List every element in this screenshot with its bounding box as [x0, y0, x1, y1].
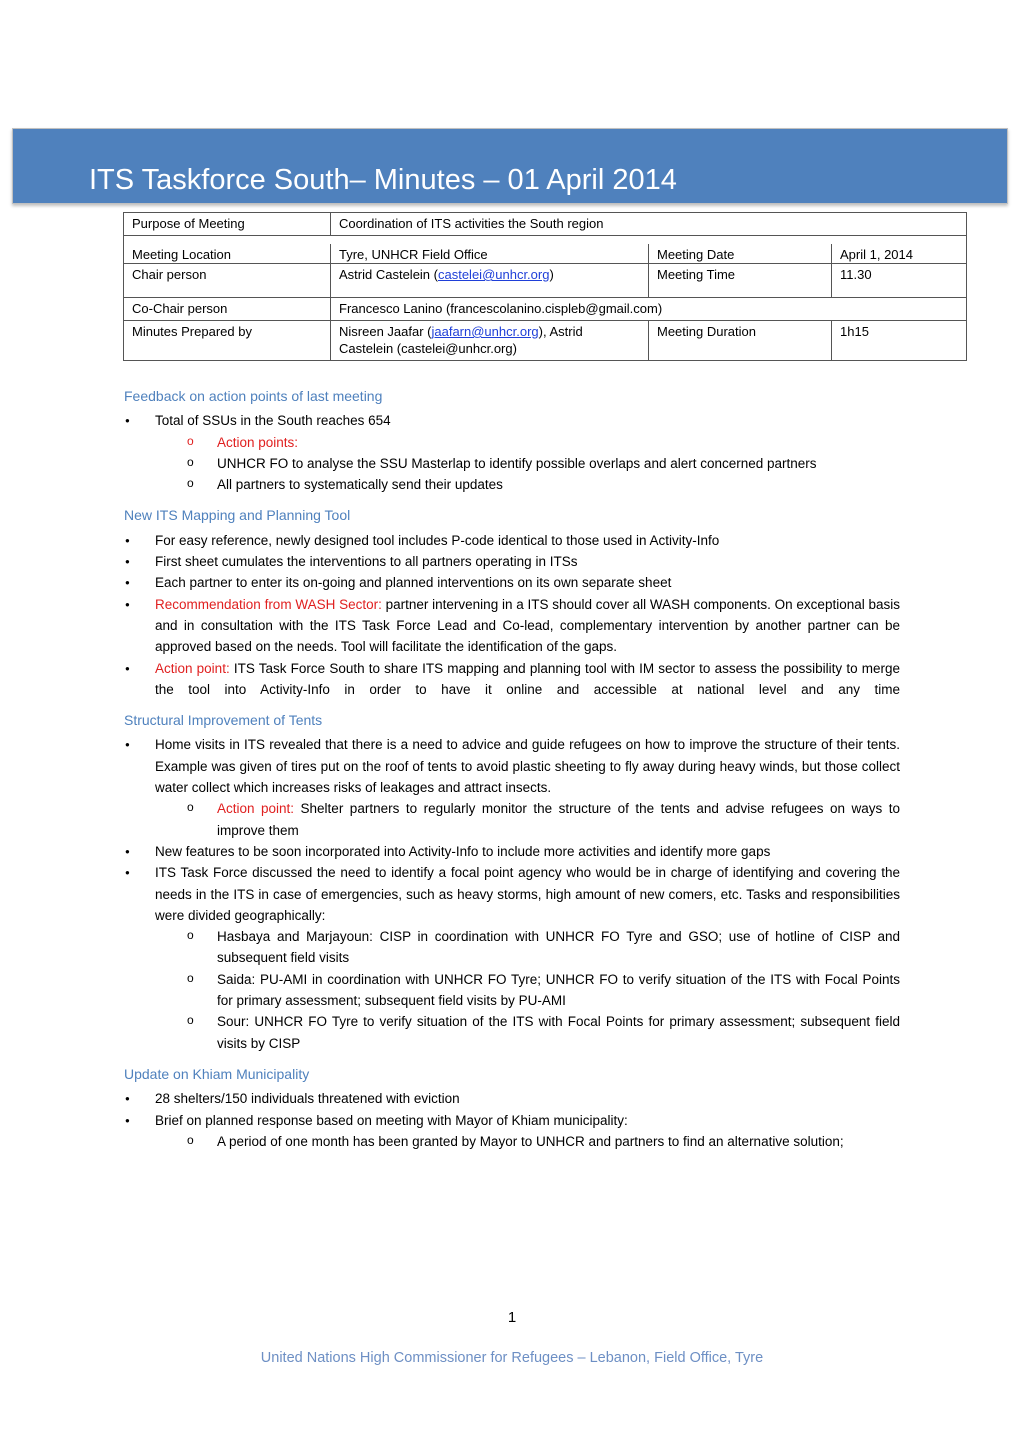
prepared-name: Nisreen Jaafar (: [339, 324, 432, 339]
bullet-item: ● Brief on planned response based on meeting with Mayor of Khiam municipality:: [124, 1110, 900, 1131]
bullet-item: ● For easy reference, newly designed tool includes P-code identical to those used in Activity-Info: [124, 530, 900, 551]
action-point-label: Action point:: [155, 660, 230, 676]
section-heading: Update on Khiam Municipality: [124, 1065, 310, 1082]
bullet-item: ● First sheet cumulates the interventions to all partners operating in ITSs: [124, 551, 900, 572]
date-value: April 1, 2014: [832, 244, 967, 264]
sub-bullet-item: o Action points:: [124, 432, 900, 453]
time-value: 11.30: [832, 264, 967, 298]
meeting-info-table: [123, 212, 967, 361]
purpose-value: Coordination of ITS activities the South region: [331, 213, 967, 236]
bullet-item: ● Home visits in ITS revealed that there is a need to advice and guide refugees on how to improve the structure of their tents. Example was given of tires put on the roof of tents to avoid plastic sheeting to fly away during heavy winds, but those collect water collect which increases risks of leakages and attract insects.: [124, 734, 900, 798]
sub-bullet-item: [124, 798, 900, 841]
bullet-text: partner intervening in a ITS should cover all WASH components. On exceptional basis and in consultation with the ITS Task Force Lead and Co-lead, complementary intervention by another partner can be approved based on the needs. Tool will facilitate the identification of the gaps.: [155, 596, 900, 655]
table-row: [124, 321, 967, 361]
sub-bullet-item: o All partners to systematically send their updates: [124, 474, 900, 495]
chair-name: Astrid Castelein (: [339, 267, 438, 282]
sub-bullet-item: o Sour: UNHCR FO Tyre to verify situation of the ITS with Focal Points for primary assessment; subsequent field visits by CISP: [124, 1011, 900, 1054]
bullet-text: Shelter partners to regularly monitor the structure of the tents and advise refugees on ways to improve them: [217, 801, 900, 838]
duration-label: Meeting Duration: [649, 321, 832, 361]
section-heading: Structural Improvement of Tents: [124, 712, 323, 729]
table-row: [124, 244, 967, 264]
section-heading: Feedback on action points of last meeting: [124, 388, 383, 404]
prepared-value: [331, 321, 649, 361]
chair-value: [331, 264, 649, 298]
minutes-body: [124, 386, 900, 1152]
chair-paren: ): [549, 267, 554, 282]
bullet-item: ● 28 shelters/150 individuals threatened with eviction: [124, 1088, 900, 1109]
sub-bullet-item: o Saida: PU-AMI in coordination with UNHCR FO Tyre; UNHCR FO to verify situation of the ITS with Focal Points for primary assessment; subsequent field visits by PU-AMI: [124, 969, 900, 1012]
location-label: Meeting Location: [124, 244, 331, 264]
bullet-item: ● Each partner to enter its on-going and planned interventions on its own separate sheet: [124, 572, 900, 593]
cochair-value: Francesco Lanino (francescolanino.cispleb@gmail.com): [331, 298, 967, 321]
sub-bullet-item: o A period of one month has been granted by Mayor to UNHCR and partners to find an alternative solution;: [124, 1131, 900, 1152]
bullet-item: ● Total of SSUs in the South reaches 654: [124, 410, 900, 431]
prepared-label: Minutes Prepared by: [124, 321, 331, 361]
date-label: Meeting Date: [649, 244, 832, 264]
page-footer: United Nations High Commissioner for Refugees – Lebanon, Field Office, Tyre: [260, 1350, 764, 1366]
purpose-label: Purpose of Meeting: [124, 213, 331, 236]
table-row: [124, 298, 967, 321]
recommendation-label: Recommendation from WASH Sector:: [155, 596, 382, 612]
table-row: [124, 264, 967, 298]
title-banner: [12, 128, 1008, 204]
bullet-item: [124, 594, 900, 658]
time-label: Meeting Time: [649, 264, 832, 298]
action-point-label: Action point:: [217, 801, 295, 817]
prepared-rest: ), Astrid Castelein (castelei@unhcr.org): [339, 324, 583, 356]
chair-email-link[interactable]: castelei@unhcr.org: [437, 267, 550, 282]
duration-value: 1h15: [832, 321, 967, 361]
cochair-label: Co-Chair person: [124, 298, 331, 321]
prepared-email-link[interactable]: jaafarn@unhcr.org: [431, 324, 539, 339]
sub-bullet-item: o Hasbaya and Marjayoun: CISP in coordination with UNHCR FO Tyre and GSO; use of hotline of CISP and subsequent field visits: [124, 926, 900, 969]
bullet-item: ● ITS Task Force discussed the need to identify a focal point agency who would be in charge of identifying and covering the needs in the ITS in case of emergencies, such as heavy storms, high amount of new comers, etc. Tasks and responsibilities were divided geographically:: [124, 862, 900, 926]
bullet-item: ● New features to be soon incorporated into Activity-Info to include more activities and identify more gaps: [124, 841, 900, 862]
sub-bullet-item: o UNHCR FO to analyse the SSU Masterlap to identify possible overlaps and alert concerned partners: [124, 453, 900, 474]
section-heading: New ITS Mapping and Planning Tool: [124, 507, 351, 524]
table-row: [124, 213, 967, 236]
table-spacer-row: [124, 236, 967, 245]
location-value: Tyre, UNHCR Field Office: [331, 244, 649, 264]
bullet-item: [124, 658, 900, 701]
page-number: 1: [507, 1309, 517, 1326]
bullet-text: ITS Task Force South to share ITS mapping and planning tool with IM sector to assess the possibility to merge the tool into Activity-Info in order to have it online and accessible at national level and any time: [155, 660, 901, 697]
chair-label: Chair person: [124, 264, 331, 298]
document-title: ITS Taskforce South– Minutes – 01 April 2014: [89, 164, 677, 196]
